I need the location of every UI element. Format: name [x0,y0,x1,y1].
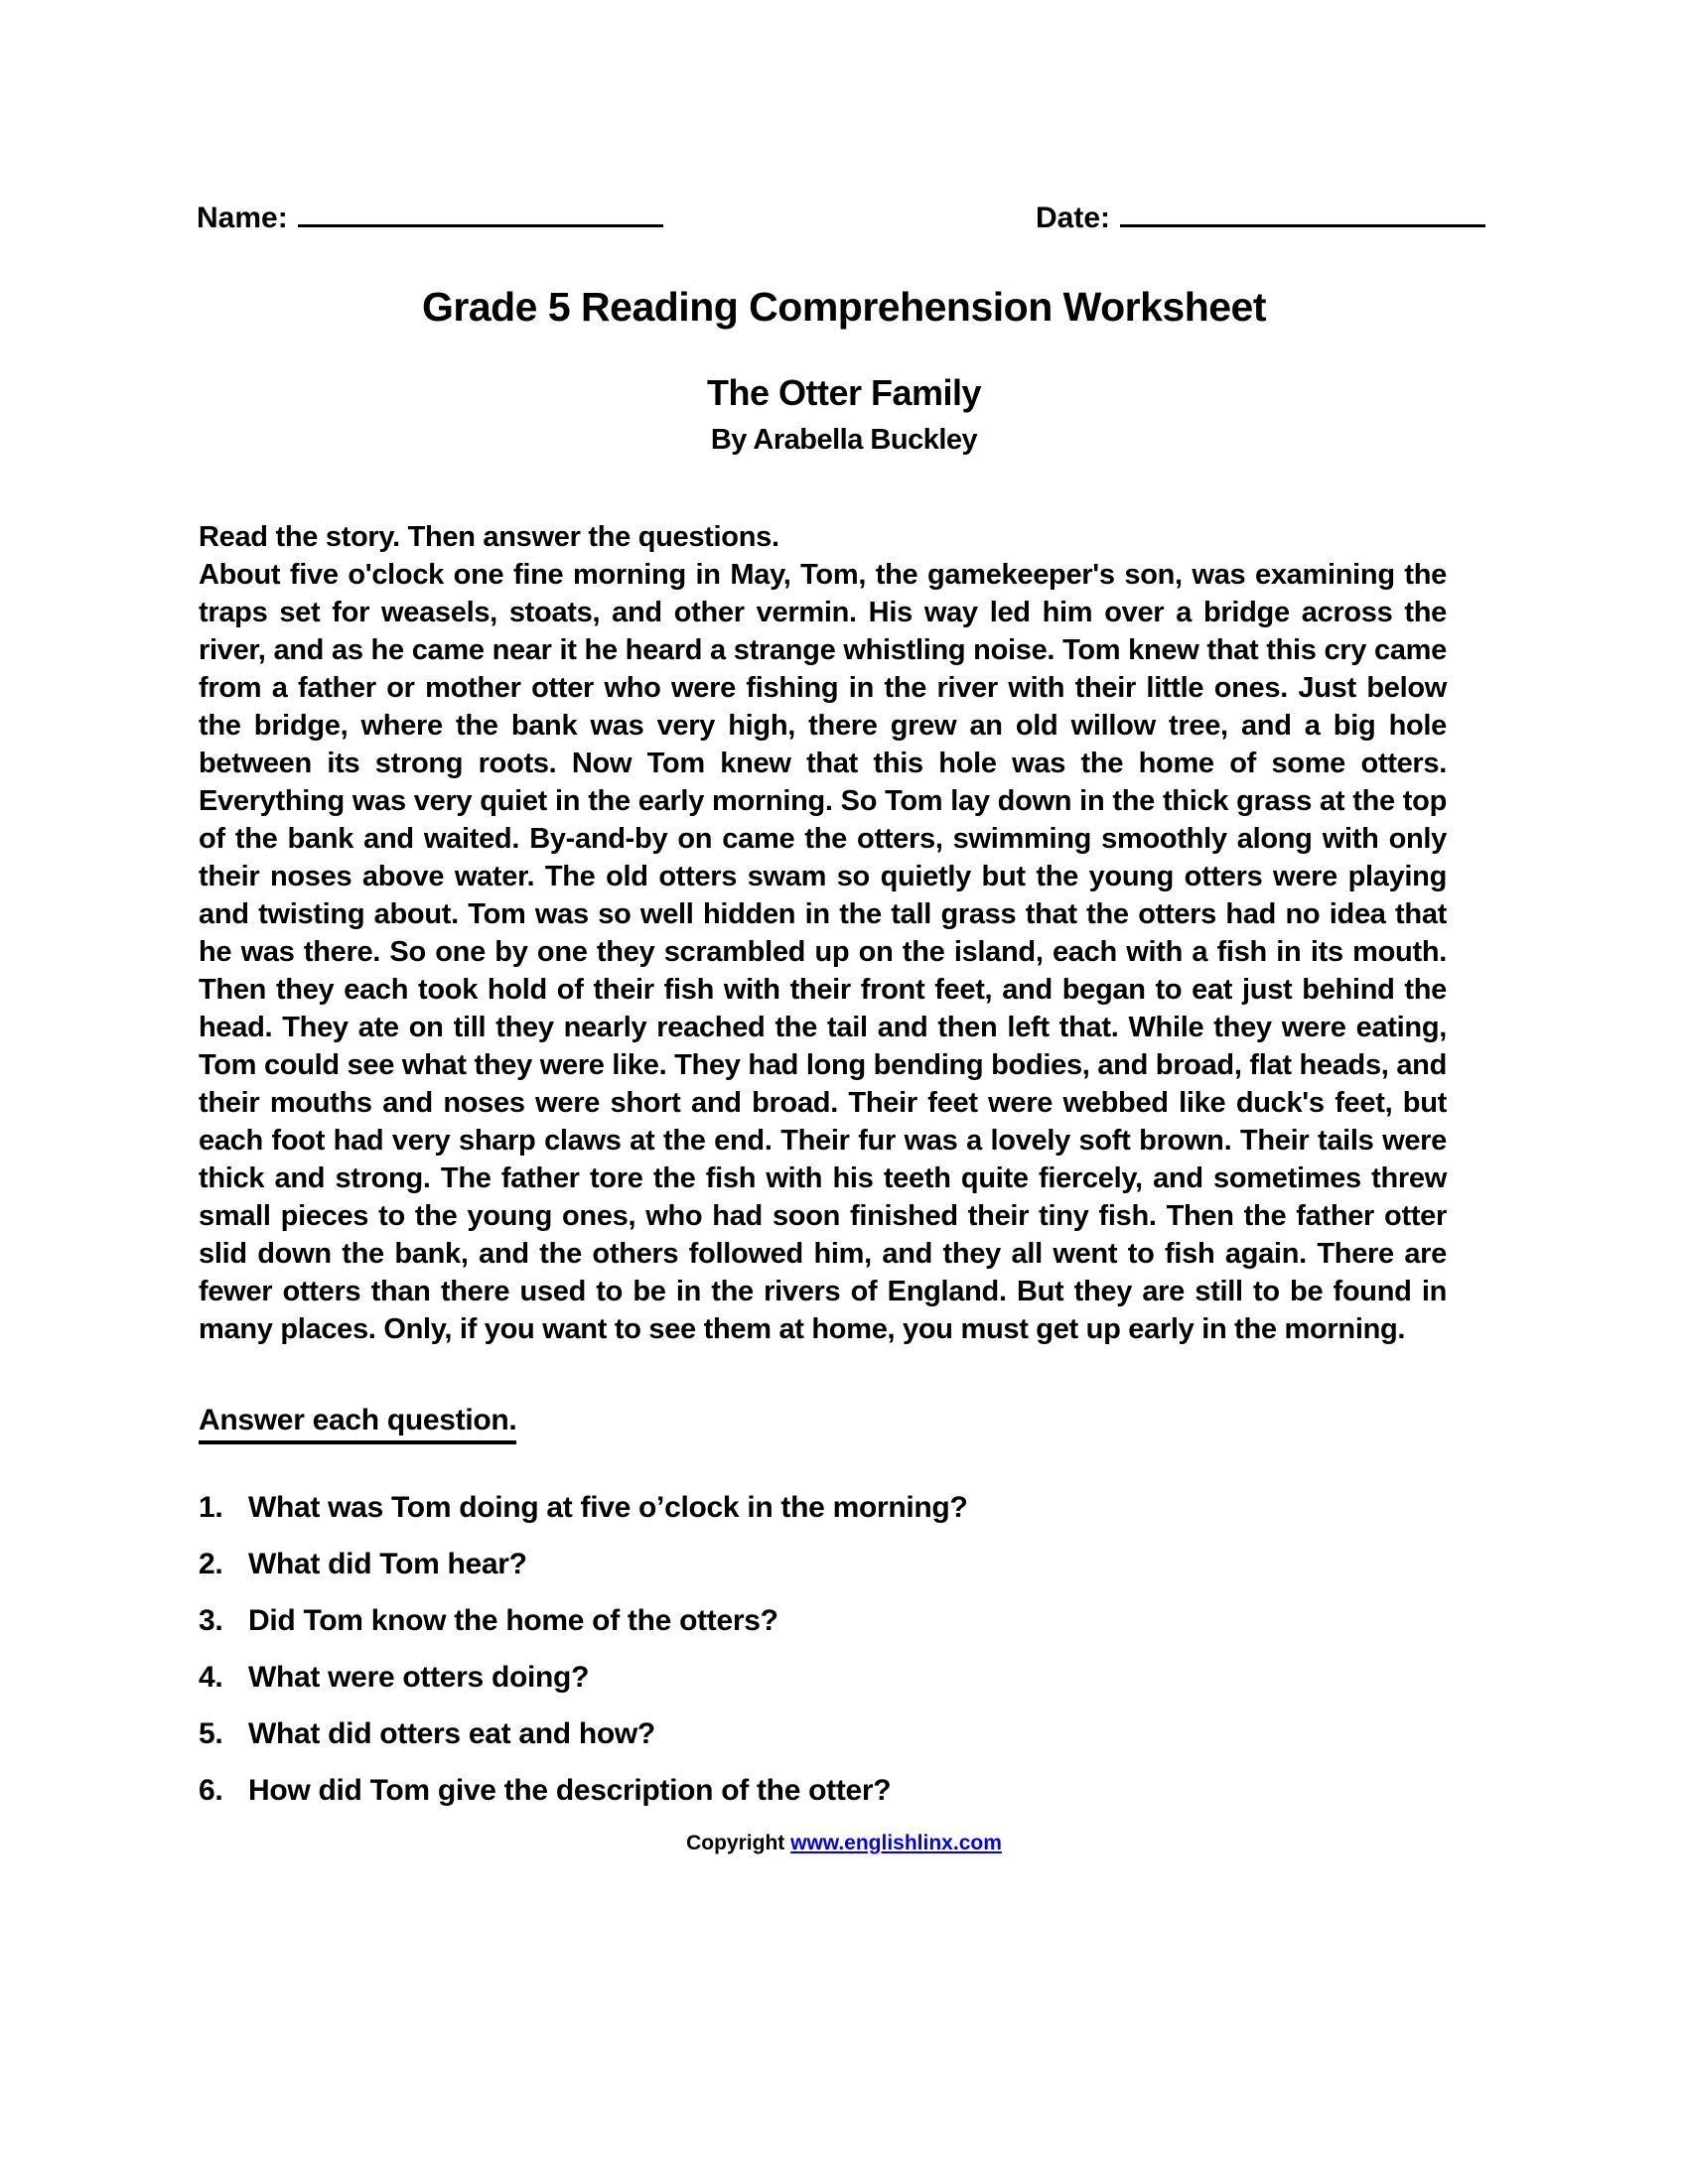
questions-list [199,1492,1447,1806]
question-number: 3. [199,1604,223,1637]
copyright-link[interactable]: www.englishlinx.com [790,1832,1002,1854]
answer-heading-text: Answer each question. [199,1404,516,1444]
question-number: 4. [199,1661,223,1694]
name-label: Name: [197,202,288,234]
question-number: 1. [199,1491,223,1524]
question-text: What did Tom hear? [248,1548,527,1580]
worksheet-title: Grade 5 Reading Comprehension Worksheet [421,284,1267,330]
question-text: What did otters eat and how? [248,1717,655,1750]
copyright-label: Copyright [686,1832,785,1854]
question-item [199,1775,1447,1806]
worksheet-body [199,518,1447,1806]
question-text: How did Tom give the description of the otter? [248,1774,892,1807]
question-item [199,1549,1447,1579]
question-number: 6. [199,1774,223,1807]
name-blank-line [298,199,663,227]
question-text: Did Tom know the home of the otters? [248,1604,778,1637]
name-field [197,199,663,235]
date-blank-line [1120,199,1485,227]
question-item [199,1605,1447,1636]
header-fields-row [0,0,1688,240]
question-text: What were otters doing? [248,1661,590,1694]
story-title: The Otter Family [706,372,982,413]
question-item [199,1492,1447,1523]
question-number: 5. [199,1717,223,1750]
story-instruction: Read the story. Then answer the questions. [199,521,779,553]
story-byline: By Arabella Buckley [710,424,978,456]
question-item [199,1662,1447,1693]
date-field [1036,199,1485,235]
question-item [199,1718,1447,1749]
answer-section-heading [199,1404,1447,1444]
question-text: What was Tom doing at five o’clock in the morning? [248,1491,968,1524]
question-number: 2. [199,1548,223,1580]
story-text: About five o'clock one fine morning in May, Tom, the gamekeeper's son, was examining the traps set for weasels, stoats, and other vermin. His way led him over a bridge across the river, and as he came near it he heard a strange whistling noise. Tom knew that this cry came from a father or mother otter who were fishing in the river with their little ones. Just below the bridge, where the bank was very high, there grew an old willow tree, and a big hole between its strong roots. Now Tom knew that this hole was the home of some otters. Everything was very quiet in the early morning. So Tom lay down in the thick grass at the top of the bank and waited. By-and-by on came the otters, swimming smoothly along with only their noses above water. The old otters swam so quietly but the young otters were playing and twisting about. Tom was so well hidden in the tall grass that the otters had no idea that he was there. So one by one they scrambled up on the island, each with a fish in its mouth. Then they each took hold of their fish with their front feet, and began to eat just behind the head. They ate on till they nearly reached the tail and then left that. While they were eating, Tom could see what they were like. They had long bending bodies, and broad, flat heads, and their mouths and noses were short and broad. Their feet were webbed like duck's feet, but each foot had very sharp claws at the end. Their fur was a lovely soft brown. Their tails were thick and strong. The father tore the fish with his teeth quite fiercely, and sometimes threw small pieces to the young ones, who had soon finished their tiny fish. Then the father otter slid down the bank, and the others followed him, and they all went to fish again. There are fewer otters than there used to be in the rivers of England. But they are still to be found in many places. Only, if you want to see them at home, you must get up early in the morning. [199,559,1447,1345]
copyright-footer [0,1832,1688,1855]
date-label: Date: [1036,202,1111,234]
